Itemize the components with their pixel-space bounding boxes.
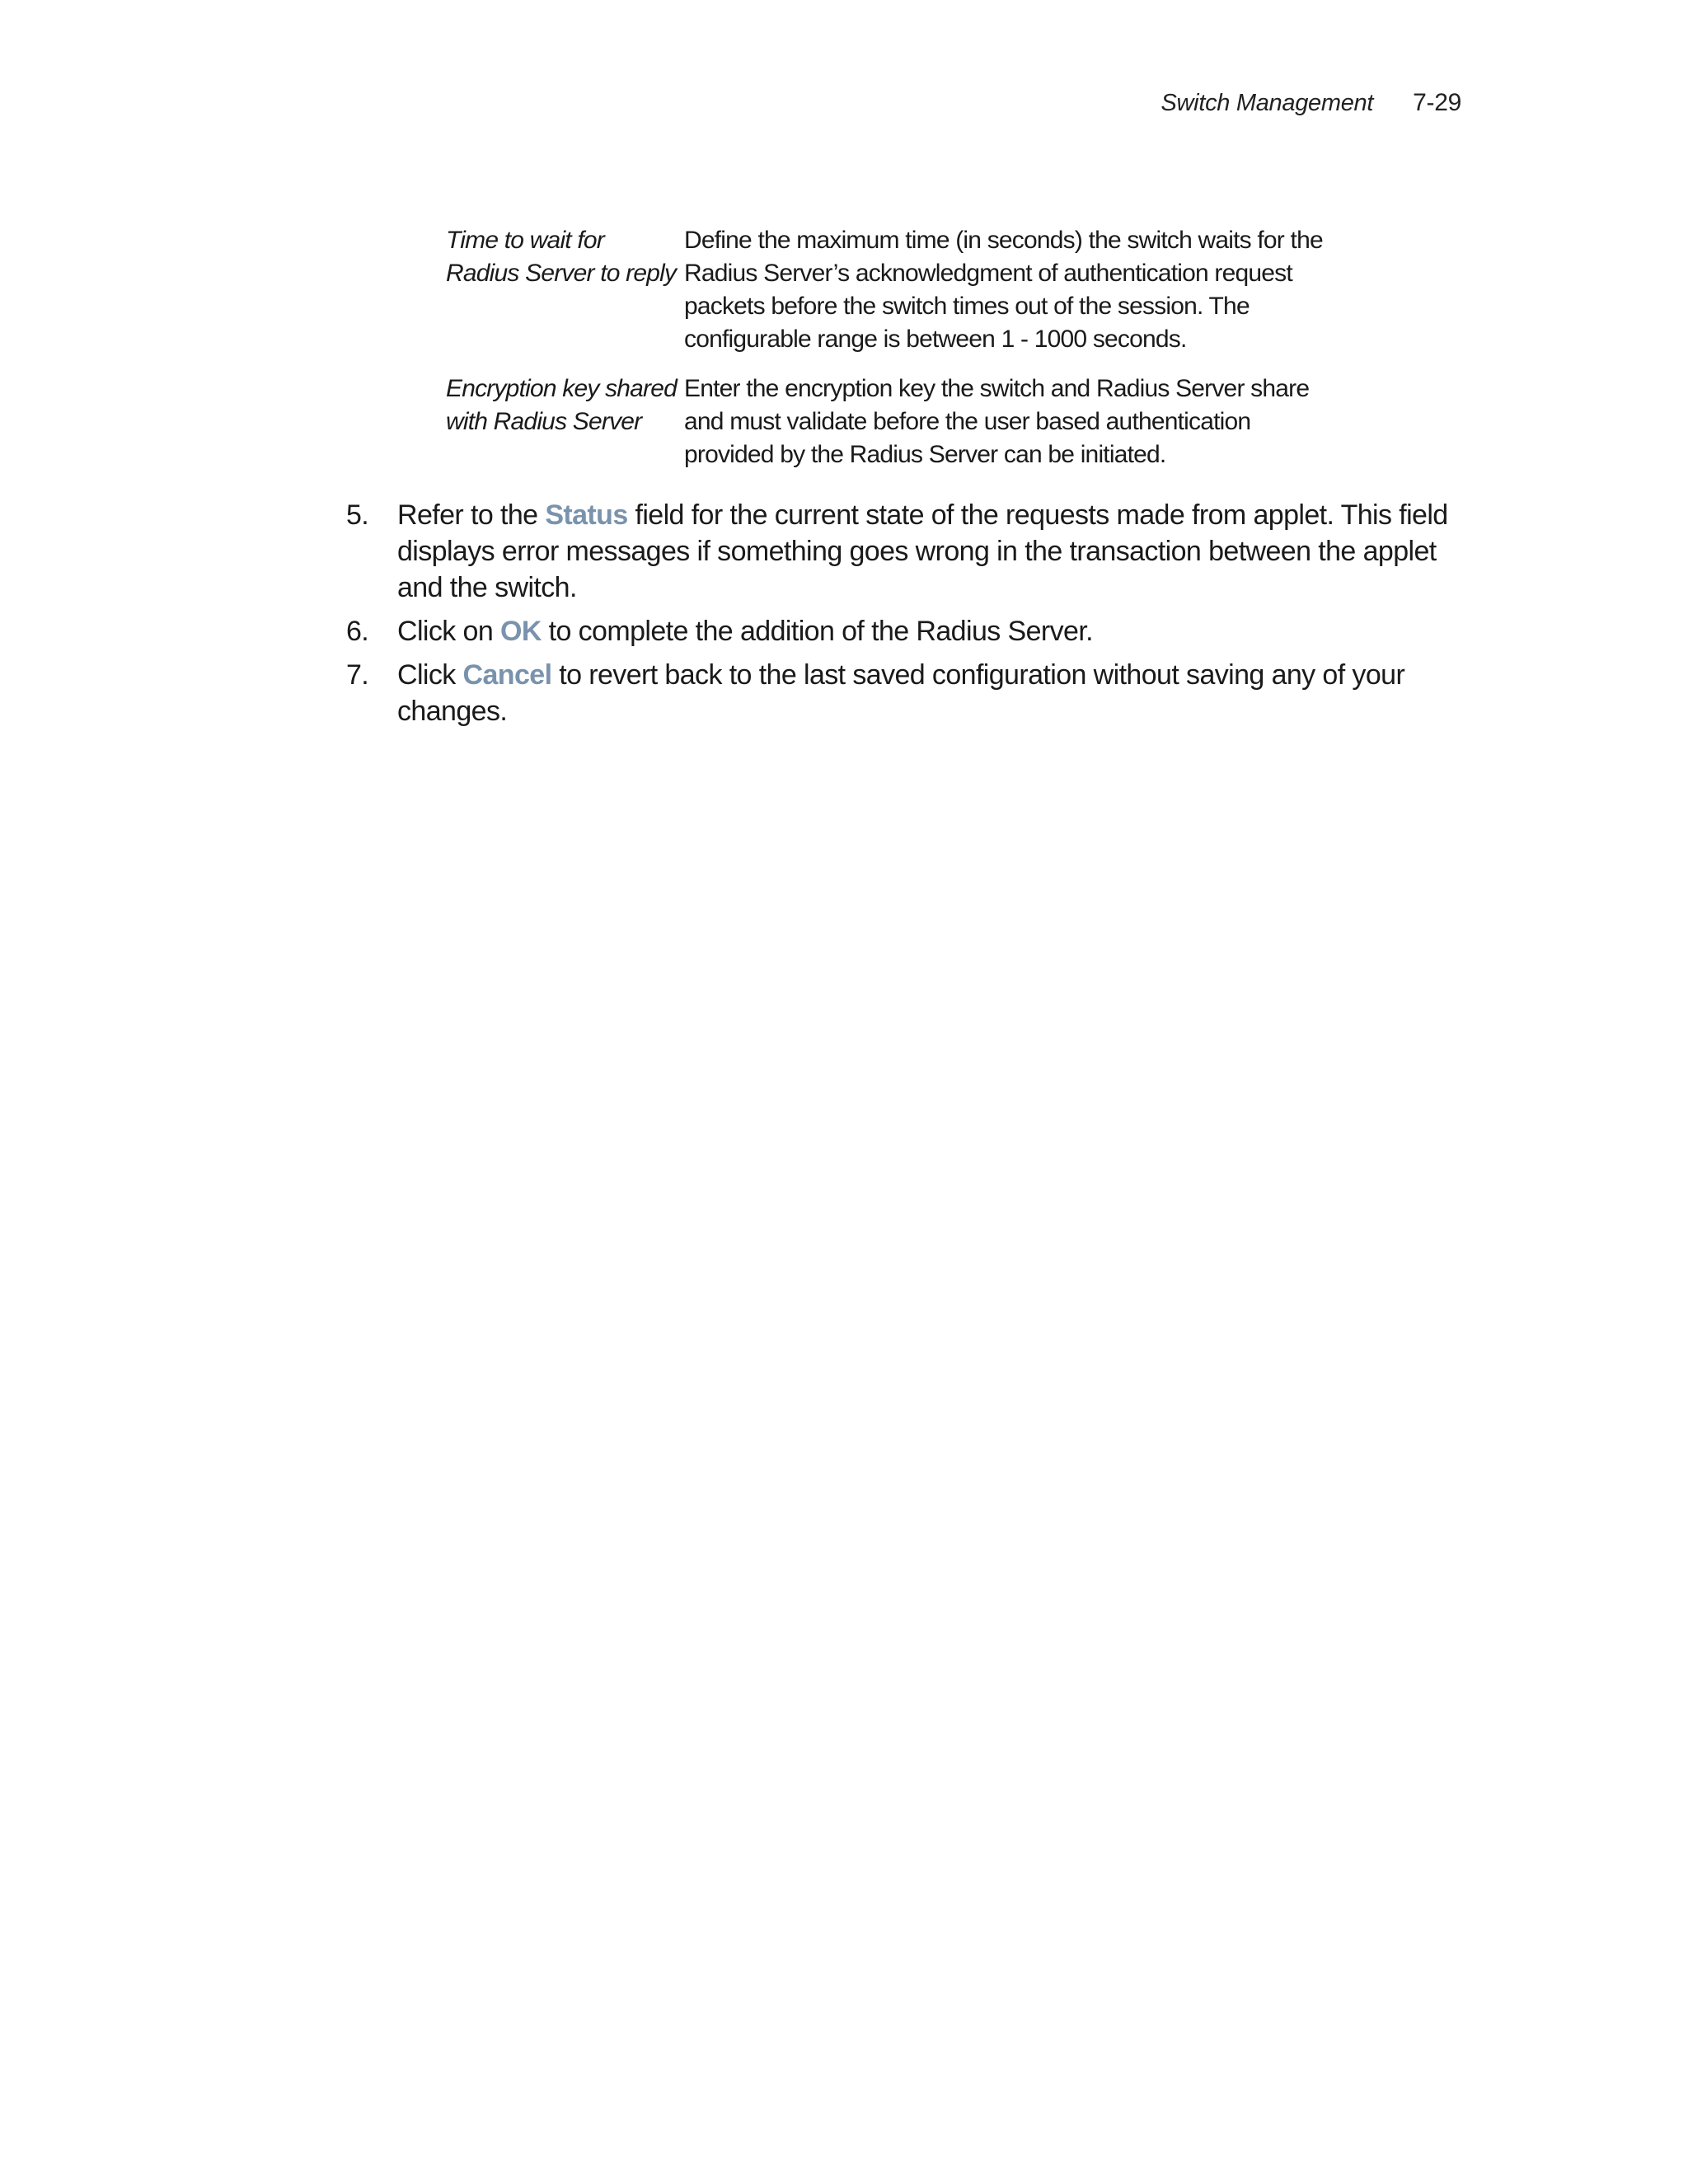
step-text-pre: Click on	[397, 616, 500, 647]
step-item	[346, 657, 1484, 729]
parameter-table	[446, 224, 1353, 488]
step-text	[397, 613, 1484, 649]
step-item	[346, 497, 1484, 606]
step-text	[397, 657, 1484, 729]
ok-button-reference: OK	[499, 616, 542, 647]
step-item	[346, 613, 1484, 649]
cancel-button-reference: Cancel	[462, 659, 552, 691]
param-row	[446, 224, 1353, 356]
page-number: 7-29	[1413, 89, 1461, 116]
step-text-pre: Refer to the	[397, 499, 546, 531]
step-number: 5.	[346, 499, 369, 531]
status-field-reference: Status	[545, 499, 628, 531]
step-text-post: field for the current state of the requests made from applet. This field displays error messages if something goes wrong in the transaction between the applet and the switch.	[397, 499, 1448, 603]
step-text-pre: Click	[397, 659, 463, 691]
param-row	[446, 373, 1353, 471]
step-text	[397, 497, 1484, 606]
page-header	[1160, 89, 1461, 117]
step-number: 6.	[346, 616, 369, 647]
param-description: Enter the encryption key the switch and Radius Server share and must validate before the user based authentication provided by the Radius Server can be initiated.	[684, 375, 1310, 468]
step-number: 7.	[346, 659, 369, 691]
section-title: Switch Management	[1160, 90, 1374, 116]
param-description: Define the maximum time (in seconds) the switch waits for the Radius Server’s acknowledgment of authentication request packets before the switch times out of the session. The configurable range is between 1 - 1000 seconds.	[684, 227, 1323, 353]
step-text-post: to complete the addition of the Radius Server.	[541, 616, 1094, 647]
param-name: Encryption key shared with Radius Server	[446, 375, 678, 435]
step-text-post: to revert back to the last saved configuration without saving any of your changes.	[397, 659, 1405, 727]
step-list	[346, 497, 1484, 737]
param-name: Time to wait for Radius Server to reply	[446, 227, 677, 287]
